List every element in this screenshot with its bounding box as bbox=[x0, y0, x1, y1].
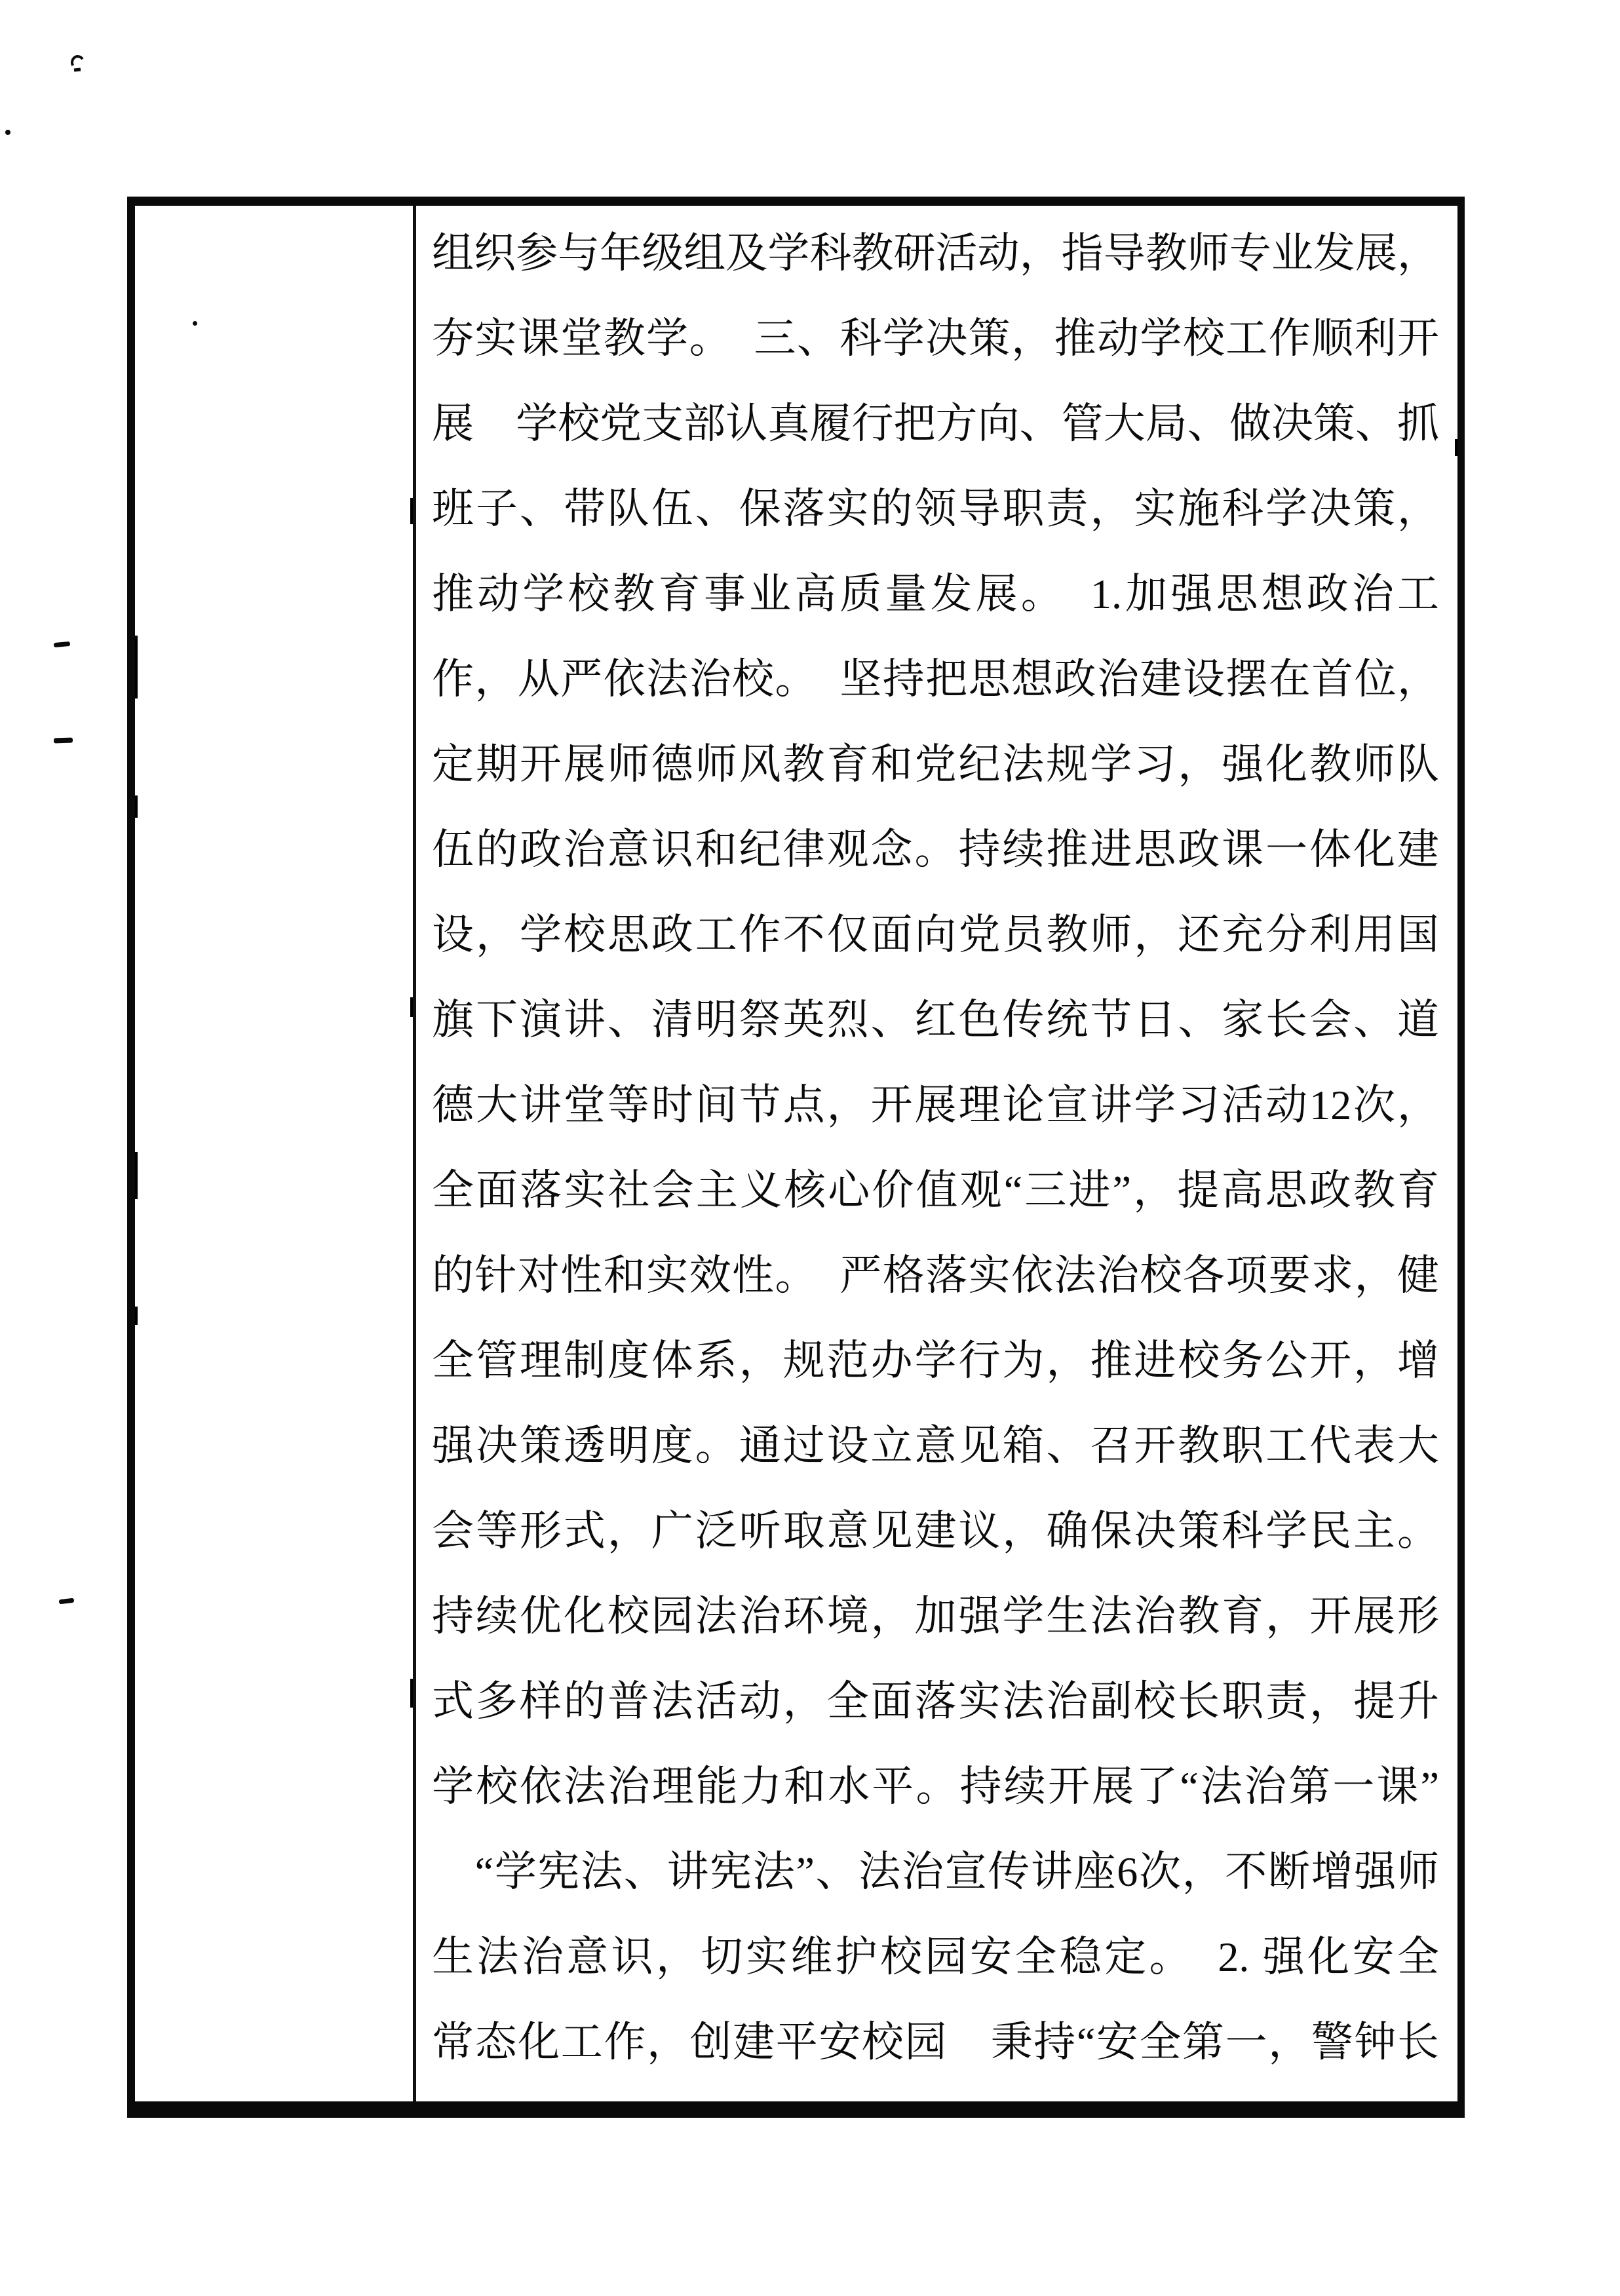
ink-speck bbox=[54, 641, 71, 647]
content-column-cell bbox=[416, 206, 1457, 2101]
text-line: 班子、带队伍、保落实的领导职责，实施科学决策， bbox=[432, 486, 1439, 532]
text-line: 的针对性和实效性。 严格落实依法治校各项要求，健 bbox=[432, 1252, 1439, 1299]
ink-speck bbox=[5, 130, 10, 135]
text-line: 全面落实社会主义核心价值观“三进”，提高思政教育 bbox=[432, 1167, 1439, 1214]
scan-artifact bbox=[135, 1307, 138, 1325]
ink-speck bbox=[59, 1598, 75, 1605]
body-text bbox=[432, 211, 1439, 2085]
ink-dot bbox=[193, 321, 197, 326]
text-line: 常态化工作，创建平安校园 秉持“安全第一，警钟长 bbox=[432, 2019, 1439, 2065]
text-line: 强决策透明度。通过设立意见箱、召开教职工代表大 bbox=[432, 1423, 1439, 1469]
label-column-cell bbox=[135, 206, 413, 2101]
text-line: 全管理制度体系，规范办学行为，推进校务公开，增 bbox=[432, 1337, 1439, 1384]
text-line: 学校依法治理能力和水平。持续开展了“法治第一课” bbox=[432, 1763, 1439, 1810]
text-line: 德大讲堂等时间节点，开展理论宣讲学习活动12次， bbox=[432, 1082, 1439, 1128]
ink-speck bbox=[74, 67, 81, 71]
report-table bbox=[127, 197, 1465, 2118]
scan-artifact bbox=[1455, 439, 1457, 456]
text-line: 推动学校教育事业高质量发展。 1.加强思想政治工 bbox=[432, 571, 1439, 617]
text-line: 式多样的普法活动，全面落实法治副校长职责，提升 bbox=[432, 1678, 1439, 1725]
text-line: 作，从严依法治校。 坚持把思想政治建设摆在首位， bbox=[432, 656, 1439, 702]
text-line: 展 学校党支部认真履行把方向、管大局、做决策、抓 bbox=[432, 400, 1439, 447]
scan-artifact bbox=[135, 1152, 138, 1199]
scan-artifact bbox=[135, 636, 138, 698]
text-line: 会等形式，广泛听取意见建议，确保决策科学民主。 bbox=[432, 1508, 1439, 1554]
text-line: 设，学校思政工作不仅面向党员教师，还充分利用国 bbox=[432, 911, 1439, 958]
text-line: 夯实课堂教学。 三、科学决策，推动学校工作顺利开 bbox=[432, 315, 1439, 362]
scan-artifact bbox=[135, 795, 138, 818]
text-line: 生法治意识，切实维护校园安全稳定。 2. 强化安全 bbox=[432, 1934, 1439, 1980]
text-line: “学宪法、讲宪法”、法治宣传讲座6次，不断增强师 bbox=[432, 1848, 1439, 1895]
ink-speck bbox=[54, 737, 73, 743]
text-line: 伍的政治意识和纪律观念。持续推进思政课一体化建 bbox=[432, 826, 1439, 873]
text-line: 组织参与年级组及学科教研活动，指导教师专业发展， bbox=[432, 230, 1439, 277]
text-line: 持续优化校园法治环境，加强学生法治教育，开展形 bbox=[432, 1593, 1439, 1639]
text-line: 旗下演讲、清明祭英烈、红色传统节日、家长会、道 bbox=[432, 997, 1439, 1043]
text-line: 定期开展师德师风教育和党纪法规学习，强化教师队 bbox=[432, 741, 1439, 788]
